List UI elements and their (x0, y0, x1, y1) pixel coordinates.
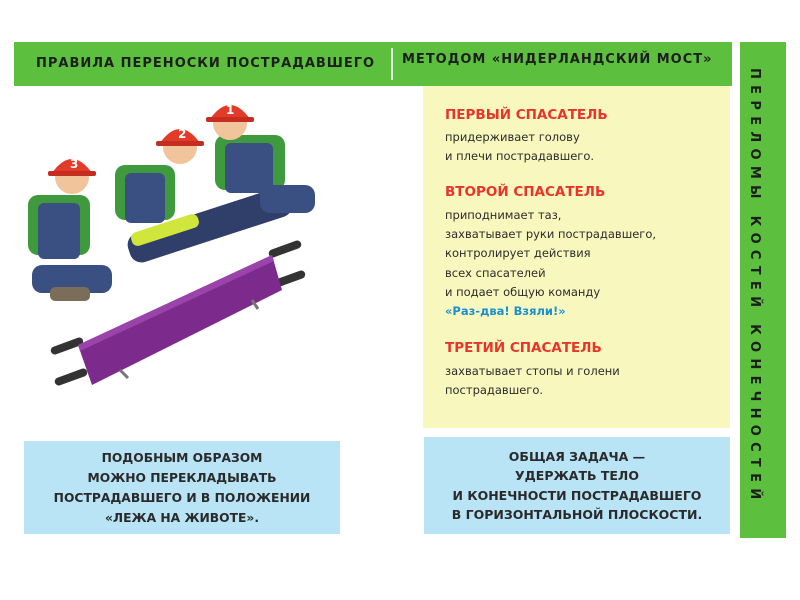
rescue-illustration (20, 95, 415, 390)
note-line: ПОДОБНЫМ ОБРАЗОМ (101, 450, 263, 465)
note-line: И КОНЕЧНОСТИ ПОСТРАДАВШЕГО (452, 487, 702, 503)
rescuer-3 (28, 157, 112, 301)
helmet-number-2: 2 (178, 127, 187, 141)
helmet-number-3: 3 (70, 157, 79, 171)
rescuer-3-title: ТРЕТИЙ СПАСАТЕЛЬ (445, 340, 602, 356)
side-title: ПЕРЕЛОМЫ КОСТЕЙ КОНЕЧНОСТЕЙ (747, 68, 762, 506)
desc-line: приподнимает таз, (445, 208, 562, 222)
note-line: «ЛЕЖА НА ЖИВОТЕ». (104, 510, 260, 525)
desc-line: пострадавшего. (445, 383, 544, 398)
rescuer-2-description (445, 206, 656, 321)
desc-line: всех спасателей (445, 265, 546, 280)
desc-line: захватывает руки пострадавшего, (445, 227, 657, 242)
header-band (14, 42, 732, 86)
note-left-box (24, 441, 340, 534)
rescuer-1-description (445, 128, 594, 166)
rescuer-1 (206, 103, 315, 213)
note-line: ОБЩАЯ ЗАДАЧА — (508, 448, 646, 464)
desc-line: контролирует действия (445, 246, 591, 261)
header-title-right: МЕТОДОМ «НИДЕРЛАНДСКИЙ МОСТ» (402, 52, 713, 67)
side-band (740, 42, 786, 538)
header-divider (391, 48, 393, 80)
note-line: ПОСТРАДАВШЕГО И В ПОЛОЖЕНИИ (53, 490, 311, 505)
helmet-number-1: 1 (226, 103, 235, 117)
note-line: УДЕРЖАТЬ ТЕЛО (515, 468, 639, 483)
rescuer-2-title: ВТОРОЙ СПАСАТЕЛЬ (445, 184, 606, 200)
rescuer-2 (115, 127, 204, 223)
note-line: В ГОРИЗОНТАЛЬНОЙ ПЛОСКОСТИ. (451, 507, 703, 522)
note-right-box (424, 437, 730, 534)
desc-line: захватывает стопы и голени (445, 364, 620, 378)
rescuer-3-description (445, 362, 620, 400)
header-title-left: ПРАВИЛА ПЕРЕНОСКИ ПОСТРАДАВШЕГО (36, 56, 376, 71)
desc-line: придерживает голову (445, 130, 580, 144)
command-text: «Раз-два! Взяли!» (445, 304, 566, 319)
stretcher (50, 239, 307, 386)
desc-line: и подает общую команду (445, 284, 601, 299)
desc-line: и плечи пострадавшего. (445, 149, 595, 164)
rescuer-1-title: ПЕРВЫЙ СПАСАТЕЛЬ (445, 107, 608, 123)
note-line: МОЖНО ПЕРЕКЛАДЫВАТЬ (87, 470, 277, 485)
